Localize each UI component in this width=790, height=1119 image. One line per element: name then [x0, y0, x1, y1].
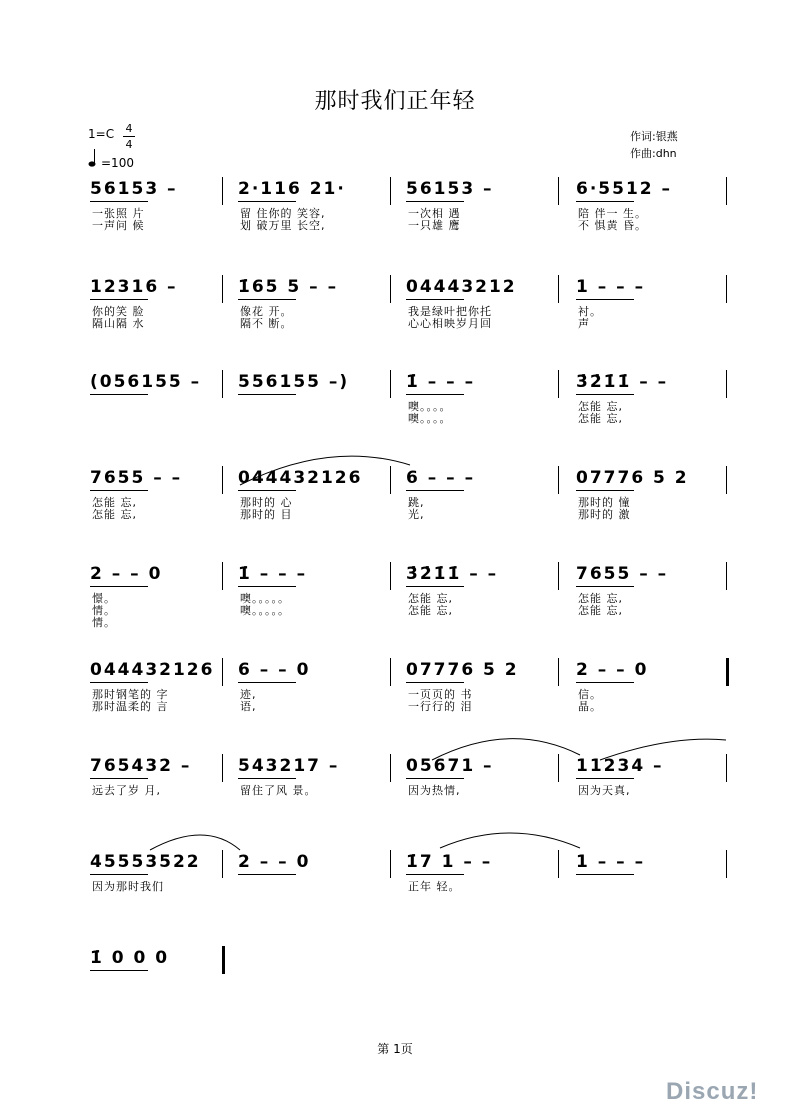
time-sig-top: 4: [125, 122, 133, 135]
measure-notes: 6 – – 0: [238, 660, 311, 680]
lyric-line: 噢。。。。: [408, 412, 452, 425]
measure-notes: 1 – – –: [576, 277, 646, 297]
measure-notes: 12316 –: [90, 277, 178, 297]
time-sig-bottom: 4: [123, 136, 135, 152]
measure-notes: 1̇7 1 – –: [406, 852, 493, 872]
lyric-line: 一只雄 鹰: [408, 219, 461, 232]
slur-mark: [240, 456, 410, 485]
measure-notes: 56153 –: [90, 179, 178, 199]
lyric-line: 留住了风 景。: [240, 784, 317, 797]
measure-notes: 1̇ – – –: [238, 564, 308, 584]
lyric-line: 噢。。。。。: [240, 604, 290, 617]
measure-notes: 3̇2̇1̇1̇ – –: [576, 372, 669, 392]
composer-credit: 作曲:dhn: [630, 147, 677, 160]
measure-notes: 2 – – 0: [238, 852, 311, 872]
measure-notes: 044432126: [238, 468, 363, 488]
slur-mark: [150, 835, 240, 850]
lyric-line: 一声问 候: [92, 219, 145, 232]
lyric-line: 怎能 忘,: [578, 412, 623, 425]
lyric-line: 因为热情,: [408, 784, 461, 797]
measure-notes: 05671 –: [406, 756, 494, 776]
lyric-line: 那时的 激: [578, 508, 631, 521]
page-number: 第 1页: [377, 1042, 413, 1056]
lyric-line: 情。: [92, 604, 116, 617]
lyric-line: 情。: [92, 616, 116, 629]
lyric-line: 划 破万里 长空,: [240, 219, 326, 232]
lyric-line: 隔不 断。: [240, 317, 293, 330]
lyric-line: 心心相映岁月回: [408, 317, 492, 330]
lyric-line: 正年 轻。: [408, 880, 461, 893]
lyric-line: 信。: [578, 688, 602, 701]
measure-notes: 6·5512 –: [576, 179, 673, 199]
lyric-line: 一张照 片: [92, 207, 145, 220]
lyric-line: 憬。: [92, 592, 116, 605]
lyric-line: 因为天真,: [578, 784, 631, 797]
slur-mark: [440, 833, 580, 848]
measure-notes: 1 – – –: [576, 852, 646, 872]
measure-notes: 45553522: [90, 852, 201, 872]
measure-notes: 2·116 21·: [238, 179, 346, 199]
measure-notes: 1̇ – – –: [406, 372, 476, 392]
measure-notes: 1̇65 5 – –: [238, 277, 339, 297]
lyric-line: 像花 开。: [240, 305, 293, 318]
lyric-line: 怎能 忘,: [578, 592, 623, 605]
lyric-line: 那时的 憧: [578, 496, 631, 509]
watermark-logo: Discuz!: [666, 1078, 759, 1105]
lyric-line: 不 惧黄 昏。: [578, 219, 647, 232]
lyric-line: 那时的 心: [240, 496, 293, 509]
lyric-line: 那时钢笔的 字: [92, 688, 169, 701]
lyric-line: 光,: [408, 508, 425, 521]
lyric-line: 噢。。。。。: [240, 592, 290, 605]
lyric-line: 噢。。。。: [408, 400, 452, 413]
measure-notes: 2 – – 0: [576, 660, 649, 680]
lyric-line: 那时温柔的 言: [92, 700, 169, 713]
lyric-line: 你的笑 脸: [92, 305, 145, 318]
measure-notes: 556155 –): [238, 372, 350, 392]
measure-notes: 04443212: [406, 277, 517, 297]
measure-notes: 07776 5 2: [576, 468, 689, 488]
measure-notes: 56153 –: [406, 179, 494, 199]
tempo-marking: =100: [101, 156, 134, 170]
lyric-line: 那时的 目: [240, 508, 293, 521]
lyricist-credit: 作词:银燕: [630, 130, 678, 143]
lyric-line: 隔山隔 水: [92, 317, 145, 330]
measure-notes: 11234 –: [576, 756, 664, 776]
measure-notes: 2 – – 0: [90, 564, 163, 584]
lyric-line: 留 住你的 笑容,: [240, 207, 326, 220]
measure-notes: (056155 –: [90, 372, 202, 392]
lyric-line: 远去了岁 月,: [92, 784, 161, 797]
lyric-line: 怎能 忘,: [578, 400, 623, 413]
measure-notes: 1̇ 0 0 0: [90, 948, 170, 968]
lyric-line: 一行行的 泪: [408, 700, 473, 713]
measure-notes: 3̇2̇1̇1̇ – –: [406, 564, 499, 584]
measure-notes: 044432126: [90, 660, 215, 680]
lyric-line: 声: [578, 317, 590, 330]
lyric-line: 我是绿叶把你托: [408, 305, 492, 318]
lyric-line: 一页页的 书: [408, 688, 473, 701]
lyric-line: 语,: [240, 700, 257, 713]
measure-notes: 543217 –: [238, 756, 340, 776]
lyric-line: 怎能 忘,: [92, 508, 137, 521]
slur-mark: [600, 739, 726, 760]
lyric-line: 怎能 忘,: [408, 604, 453, 617]
measure-notes: 6 – – –: [406, 468, 476, 488]
lyric-line: 怎能 忘,: [408, 592, 453, 605]
song-title: 那时我们正年轻: [314, 89, 476, 114]
measure-notes: 07776 5 2: [406, 660, 519, 680]
lyric-line: 因为那时我们: [92, 880, 164, 893]
measure-notes: 765432 –: [90, 756, 192, 776]
lyric-line: 陪 伴一 生。: [578, 207, 647, 220]
measure-notes: 7655 – –: [576, 564, 669, 584]
measure-notes: 7655 – –: [90, 468, 183, 488]
slur-mark: [432, 739, 580, 760]
lyric-line: 跳,: [408, 496, 425, 509]
lyric-line: 怎能 忘,: [578, 604, 623, 617]
lyric-line: 衬。: [578, 305, 602, 318]
lyric-line: 晶。: [578, 700, 602, 713]
lyric-line: 一次相 遇: [408, 207, 461, 220]
lyric-line: 怎能 忘,: [92, 496, 137, 509]
lyric-line: 迹,: [240, 688, 257, 701]
key-signature: 1=C: [88, 127, 115, 141]
